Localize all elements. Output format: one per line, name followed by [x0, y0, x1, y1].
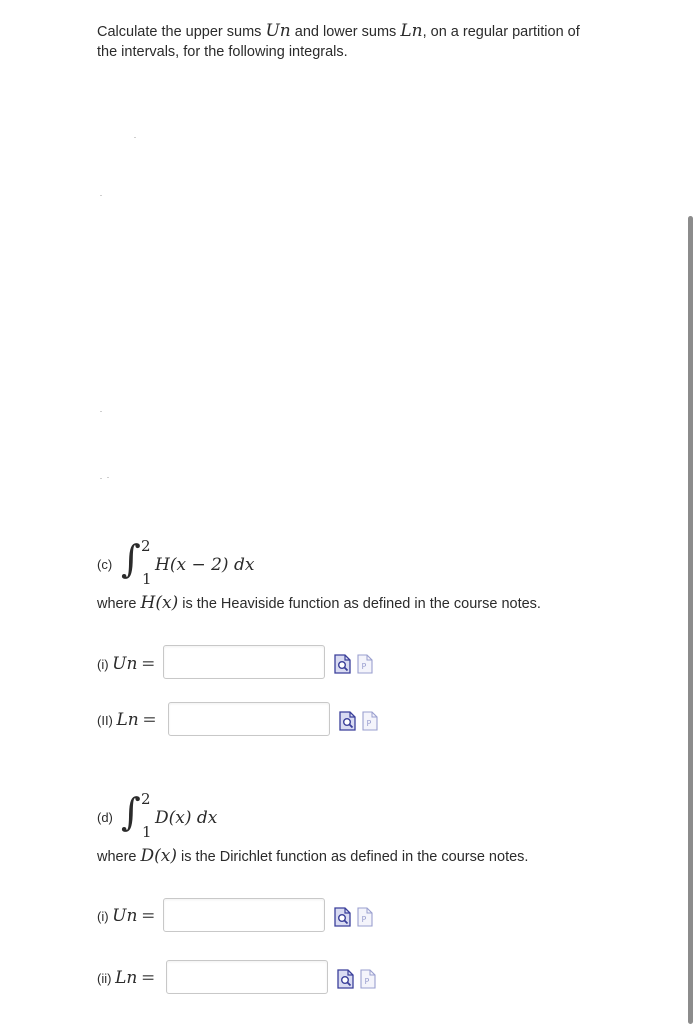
part-c-upper-sum-input[interactable] [163, 645, 325, 679]
dirichlet-function: D(x) [140, 846, 178, 866]
preview-formula-icon[interactable] [339, 711, 356, 731]
formula-help-icon[interactable] [357, 907, 373, 927]
artifact-dot [107, 477, 109, 478]
integrand: D(x) dx [155, 808, 218, 828]
svg-text:P: P [366, 719, 372, 728]
formula-help-icon[interactable] [360, 969, 376, 989]
part-c-description: where H(x) is the Heaviside function as defined in the course notes. [97, 593, 541, 613]
part-d-lower-label: (ii) Ln = [97, 968, 156, 988]
lower-limit: 1 [142, 823, 152, 841]
integral-sign: ∫ [121, 537, 141, 581]
heaviside-function: H(x) [140, 593, 179, 613]
artifact-dot [100, 195, 102, 196]
preview-formula-icon[interactable] [334, 907, 351, 927]
upper-sum-symbol: Un [265, 21, 291, 41]
part-d-integral [121, 790, 281, 841]
svg-text:P: P [361, 915, 367, 924]
preview-formula-icon[interactable] [334, 654, 351, 674]
part-d-lower-sum-input[interactable] [166, 960, 328, 994]
upper-limit: 2 [141, 537, 151, 555]
part-c-lower-label: (II) Ln = [97, 710, 157, 730]
lower-limit: 1 [142, 570, 152, 588]
preview-formula-icon[interactable] [337, 969, 354, 989]
upper-limit: 2 [141, 790, 151, 808]
formula-help-icon[interactable] [357, 654, 373, 674]
svg-text:P: P [361, 662, 367, 671]
integrand: H(x − 2) dx [155, 555, 255, 575]
part-d-upper-label: (i) Un = [97, 906, 156, 926]
part-d-description: where D(x) is the Dirichlet function as defined in the course notes. [97, 846, 529, 866]
vertical-scrollbar[interactable] [688, 216, 693, 1024]
part-d-upper-sum-input[interactable] [163, 898, 325, 932]
part-d-label: (d) [97, 810, 113, 825]
lower-sum-symbol: Ln [400, 21, 423, 41]
formula-help-icon[interactable] [362, 711, 378, 731]
artifact-dot [134, 137, 136, 138]
part-c-lower-sum-input[interactable] [168, 702, 330, 736]
part-c-upper-label: (i) Un = [97, 654, 156, 674]
part-c-integral [121, 537, 281, 588]
instructions-text: Calculate the upper sums Un and lower sums Ln, on a regular partition of the intervals, for the following integrals. [97, 21, 580, 60]
artifact-dot [100, 478, 102, 479]
artifact-dot [100, 411, 102, 412]
integral-sign: ∫ [121, 790, 141, 834]
svg-text:P: P [364, 977, 370, 986]
part-c-label: (c) [97, 557, 113, 572]
